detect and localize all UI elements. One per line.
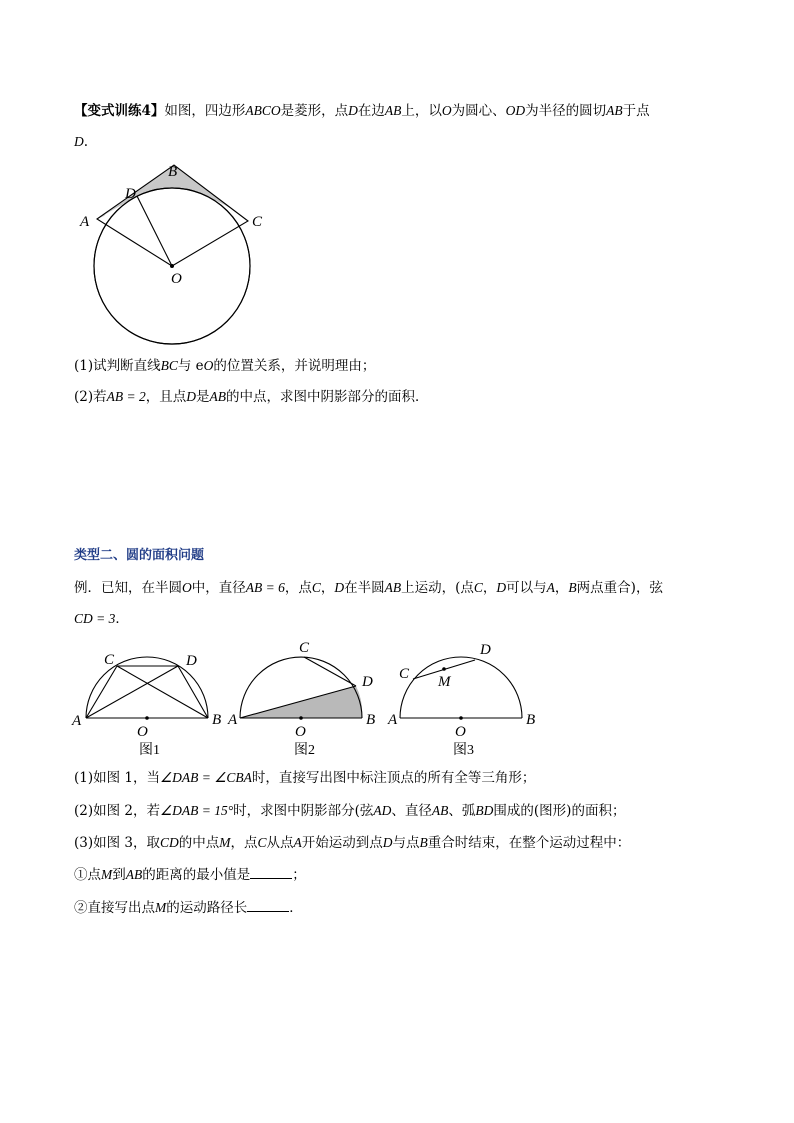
var: D bbox=[496, 580, 507, 595]
text: (2)若 bbox=[74, 389, 107, 405]
text: 在边 bbox=[357, 103, 385, 119]
fig1-center bbox=[145, 716, 149, 720]
fig3-label-o: O bbox=[455, 724, 466, 740]
text: 中，直径 bbox=[191, 580, 246, 596]
text: 的中点，求图中阴影部分的面积． bbox=[225, 389, 429, 405]
text: (1)如图 1，当 bbox=[74, 770, 161, 786]
var: B bbox=[568, 580, 577, 595]
var: OD bbox=[505, 103, 526, 118]
fig1-label-a: A bbox=[72, 713, 82, 729]
fig3-caption: 图3 bbox=[453, 743, 474, 758]
fig2-caption: 图2 bbox=[294, 743, 315, 758]
ex4-q1 bbox=[74, 356, 375, 376]
text: (2)如图 2，若 bbox=[74, 803, 161, 819]
text: ， bbox=[320, 580, 335, 596]
answer-blank-2[interactable] bbox=[247, 897, 289, 912]
var: B bbox=[419, 835, 428, 850]
var: AB = 2 bbox=[106, 389, 146, 404]
var: O bbox=[203, 358, 214, 373]
var: D bbox=[74, 134, 84, 149]
text: 的位置关系，并说明理由； bbox=[213, 358, 376, 374]
fig1-label-b: B bbox=[212, 712, 222, 728]
fig2-label-o: O bbox=[295, 724, 306, 740]
example-q1 bbox=[74, 768, 535, 788]
figures-semicircles bbox=[70, 636, 550, 762]
fig3-label-c: C bbox=[399, 666, 410, 682]
var: D bbox=[334, 580, 345, 595]
text: 为圆心、 bbox=[451, 103, 506, 119]
ex4-q2 bbox=[74, 387, 428, 407]
text: ． bbox=[115, 611, 129, 627]
var: CD bbox=[160, 835, 179, 850]
text: 的距离的最小值是 bbox=[142, 867, 251, 883]
text: ，点 bbox=[284, 580, 312, 596]
var: ∠DAB = ∠CBA bbox=[160, 770, 252, 785]
fig1-line-ac bbox=[86, 666, 117, 718]
var: C bbox=[257, 835, 267, 850]
var: BD bbox=[475, 803, 494, 818]
text: 是 bbox=[195, 389, 210, 405]
text: 于点 bbox=[622, 103, 650, 119]
ex4-intro-line2 bbox=[74, 132, 88, 152]
var: AB bbox=[431, 803, 449, 818]
section-heading: 类型二、圆的面积问题 bbox=[74, 548, 205, 563]
var: M bbox=[219, 835, 231, 850]
text: ； bbox=[292, 867, 306, 883]
var: O bbox=[441, 103, 452, 118]
figure-2 bbox=[227, 640, 375, 758]
var: A bbox=[546, 580, 555, 595]
var: CD = 3 bbox=[74, 611, 116, 626]
label-o: O bbox=[171, 271, 182, 287]
text: 时，求图中阴影部分(弦 bbox=[233, 803, 374, 819]
label-b: B bbox=[168, 164, 178, 180]
text: 例．已知，在半圆 bbox=[74, 580, 182, 596]
text: ， bbox=[554, 580, 569, 596]
example-q2 bbox=[74, 801, 625, 821]
text: 为半径的圆切 bbox=[525, 103, 607, 119]
example-sub2 bbox=[74, 897, 303, 918]
text: 与点 bbox=[392, 835, 420, 851]
var: ∠DAB = 15° bbox=[160, 803, 234, 818]
text: 时，直接写出图中标注顶点的所有全等三角形； bbox=[251, 770, 536, 786]
text: 围成的(图形)的面积； bbox=[493, 803, 626, 819]
text: 可以与 bbox=[506, 580, 547, 596]
text: 、直径 bbox=[391, 803, 432, 819]
var: D bbox=[348, 103, 358, 118]
var: AB bbox=[125, 867, 143, 882]
figure-3 bbox=[387, 642, 535, 758]
label-d: D bbox=[125, 186, 136, 202]
ex4-intro-line1 bbox=[74, 101, 650, 121]
text: (1)试判断直线 bbox=[74, 358, 161, 374]
fig2-label-b: B bbox=[366, 712, 376, 728]
var: D bbox=[186, 389, 196, 404]
fig1-label-o: O bbox=[137, 724, 148, 740]
example-line2 bbox=[74, 609, 129, 629]
var: A bbox=[293, 835, 302, 850]
figure-1 bbox=[71, 652, 221, 758]
text: ， bbox=[482, 580, 497, 596]
text: 开始运动到点 bbox=[301, 835, 383, 851]
fig3-label-m: M bbox=[438, 674, 451, 690]
text: 上，以 bbox=[401, 103, 442, 119]
text: 、弧 bbox=[448, 803, 476, 819]
text: 是菱形，点 bbox=[280, 103, 349, 119]
text: 到 bbox=[112, 867, 126, 883]
text: 从点 bbox=[266, 835, 294, 851]
example-line1 bbox=[74, 578, 663, 598]
var: AB = 6 bbox=[245, 580, 285, 595]
text: (3)如图 3，取 bbox=[74, 835, 161, 851]
fig1-line-bd bbox=[178, 666, 208, 718]
text: 的中点 bbox=[178, 835, 220, 851]
fig1-line-ad bbox=[86, 666, 178, 718]
text: ②直接写出点 bbox=[74, 900, 155, 916]
example-sub1 bbox=[74, 864, 306, 885]
label-c: C bbox=[252, 214, 263, 230]
fig3-label-b: B bbox=[526, 712, 536, 728]
figure-rhombus-circle bbox=[70, 156, 290, 346]
var: C bbox=[473, 580, 483, 595]
var: O bbox=[182, 580, 192, 595]
text: 上运动，(点 bbox=[401, 580, 474, 596]
fig1-label-c: C bbox=[104, 652, 115, 668]
text: 重合时结束，在整个运动过程中： bbox=[427, 835, 631, 851]
fig1-line-bc bbox=[117, 666, 208, 718]
text: 的运动路径长 bbox=[166, 900, 248, 916]
fig3-midpoint-m bbox=[442, 667, 446, 671]
var: AB bbox=[606, 103, 623, 118]
text: . bbox=[83, 134, 89, 150]
text: ，点 bbox=[230, 835, 258, 851]
text: ，且点 bbox=[145, 389, 187, 405]
fig1-caption: 图1 bbox=[139, 743, 160, 758]
var: AB bbox=[384, 580, 402, 595]
fig2-label-c: C bbox=[299, 640, 310, 656]
text: 两点重合)，弦 bbox=[576, 580, 663, 596]
text: 在半圆 bbox=[344, 580, 385, 596]
example-q3 bbox=[74, 833, 630, 853]
fig2-chord-cd bbox=[304, 657, 356, 686]
text: ． bbox=[289, 900, 303, 916]
var: D bbox=[382, 835, 393, 850]
text: 与 e bbox=[177, 358, 204, 374]
var: ABCO bbox=[245, 103, 281, 118]
var: M bbox=[155, 900, 167, 915]
fig2-label-d: D bbox=[362, 674, 373, 690]
center-dot bbox=[170, 264, 174, 268]
ex4-tag: 【变式训练4】 bbox=[74, 103, 165, 119]
var: C bbox=[311, 580, 321, 595]
var: BC bbox=[160, 358, 178, 373]
fig2-center bbox=[299, 716, 303, 720]
fig3-label-a: A bbox=[388, 712, 398, 728]
fig2-label-a: A bbox=[228, 712, 238, 728]
fig3-label-d: D bbox=[480, 642, 491, 658]
text: 如图，四边形 bbox=[164, 103, 246, 119]
fig1-label-d: D bbox=[186, 653, 197, 669]
label-a: A bbox=[80, 214, 90, 230]
var: AB bbox=[209, 389, 226, 404]
fig3-semicircle bbox=[400, 657, 522, 718]
var: AB bbox=[384, 103, 402, 118]
answer-blank-1[interactable] bbox=[250, 864, 292, 879]
var: AD bbox=[373, 803, 392, 818]
var: M bbox=[101, 867, 113, 882]
fig3-center bbox=[459, 716, 463, 720]
text: ①点 bbox=[74, 867, 101, 883]
